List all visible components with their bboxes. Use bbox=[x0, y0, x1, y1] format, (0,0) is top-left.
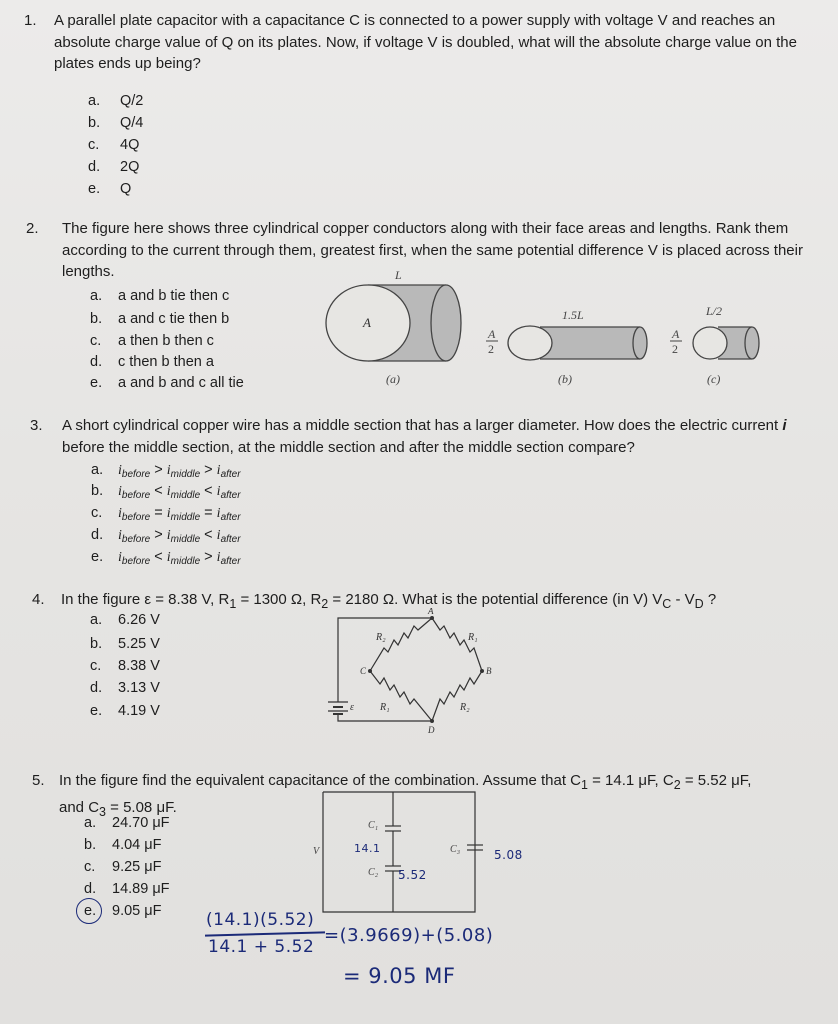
option-text: a and b tie then c bbox=[118, 288, 230, 304]
subscript: 1 bbox=[581, 778, 588, 792]
handwritten-result: = 9.05 MF bbox=[343, 964, 456, 988]
option-letter: c. bbox=[84, 859, 96, 875]
option-letter: b. bbox=[88, 115, 101, 131]
q3-option-c[interactable] bbox=[91, 505, 241, 523]
node-b-label: B bbox=[486, 666, 492, 676]
question-text-part: = 5.08 μF. bbox=[105, 798, 177, 816]
option-letter: a. bbox=[90, 612, 103, 628]
area-c-denominator: 2 bbox=[672, 342, 678, 356]
q5-option-b[interactable] bbox=[84, 837, 161, 853]
r1-bottom-label: R₁ bbox=[380, 702, 390, 713]
option-text: 24.70 μF bbox=[112, 815, 170, 831]
question-text-part: = 2180 Ω. What is the potential difference (in V) V bbox=[328, 591, 663, 608]
current-symbol: i bbox=[782, 417, 787, 434]
subscript: 2 bbox=[673, 778, 681, 792]
subscript: before bbox=[121, 490, 151, 501]
subscript: middle bbox=[170, 469, 201, 480]
option-letter: d. bbox=[84, 881, 97, 897]
question-text-part: A short cylindrical copper wire has a middle section that has a larger diameter. How does the electric current bbox=[62, 417, 783, 434]
option-letter: c. bbox=[90, 333, 102, 349]
area-c-numerator: A bbox=[672, 327, 680, 341]
operator: = bbox=[204, 505, 213, 521]
option-text: 4.19 V bbox=[118, 703, 160, 719]
option-text: 3.13 V bbox=[118, 680, 160, 696]
question-number: 1. bbox=[24, 12, 37, 29]
i-symbol: i bbox=[166, 463, 171, 478]
operator: > bbox=[154, 462, 163, 478]
i-symbol: i bbox=[118, 484, 122, 499]
q1-option-e[interactable] bbox=[88, 181, 131, 197]
question-text-part: ? bbox=[703, 591, 717, 608]
option-letter: a. bbox=[91, 462, 104, 478]
i-symbol: i bbox=[166, 484, 171, 499]
q4-option-b[interactable] bbox=[90, 636, 160, 652]
operator: < bbox=[154, 549, 163, 565]
node-c-label: C bbox=[360, 666, 367, 676]
subscript: before bbox=[121, 512, 151, 523]
option-text: 2Q bbox=[120, 159, 140, 175]
option-text: a then b then c bbox=[118, 333, 214, 349]
q3-option-e[interactable] bbox=[91, 549, 241, 567]
length-a-label: L bbox=[395, 268, 402, 282]
q3-option-a[interactable] bbox=[91, 462, 241, 480]
i-symbol: i bbox=[118, 506, 122, 521]
option-text: a and c tie then b bbox=[118, 311, 230, 327]
option-letter: b. bbox=[84, 837, 97, 853]
q1-option-b[interactable] bbox=[88, 115, 143, 131]
option-text: a and b and c all tie bbox=[118, 375, 244, 391]
q5-option-c[interactable] bbox=[84, 859, 161, 875]
r2-bottom-label: R₂ bbox=[460, 702, 470, 713]
option-text: 9.05 μF bbox=[112, 903, 162, 919]
cylinder-c bbox=[670, 304, 759, 386]
subscript: middle bbox=[170, 556, 201, 567]
subscript: D bbox=[694, 597, 704, 611]
q2-option-e[interactable] bbox=[90, 375, 244, 391]
label-b: (b) bbox=[558, 372, 572, 386]
q4-option-a[interactable] bbox=[90, 612, 160, 628]
operator: > bbox=[204, 462, 213, 478]
option-letter: d. bbox=[88, 159, 101, 175]
q4-option-e[interactable] bbox=[90, 703, 160, 719]
option-letter: a. bbox=[84, 815, 97, 831]
subscript: 2 bbox=[321, 597, 329, 611]
option-text: Q/2 bbox=[120, 93, 144, 109]
option-text: 14.89 μF bbox=[112, 881, 170, 897]
question-text-part: = 1300 Ω, R bbox=[236, 591, 322, 608]
q5-option-d[interactable] bbox=[84, 881, 170, 897]
option-letter: d. bbox=[91, 527, 104, 543]
question-number: 4. bbox=[32, 591, 45, 608]
subscript: before bbox=[121, 556, 151, 567]
q2-option-c[interactable] bbox=[90, 333, 214, 349]
selected-answer-circle bbox=[76, 898, 102, 924]
option-text: Q bbox=[120, 181, 132, 197]
option-letter: b. bbox=[91, 483, 104, 499]
operator: = bbox=[154, 505, 163, 521]
subscript: middle bbox=[170, 490, 201, 501]
subscript: before bbox=[121, 534, 151, 545]
i-symbol: i bbox=[118, 550, 122, 565]
subscript: middle bbox=[170, 534, 201, 545]
c3-label: C₃ bbox=[450, 844, 461, 855]
operator: > bbox=[154, 527, 163, 543]
i-symbol: i bbox=[118, 463, 122, 478]
handwritten-c1-value: 14.1 bbox=[354, 842, 381, 855]
q2-option-d[interactable] bbox=[90, 354, 214, 370]
i-symbol: i bbox=[216, 484, 221, 499]
option-text: 9.25 μF bbox=[112, 859, 162, 875]
label-a: (a) bbox=[386, 372, 400, 386]
q5-option-a[interactable] bbox=[84, 815, 170, 831]
option-text: 4.04 μF bbox=[112, 837, 162, 853]
i-symbol: i bbox=[118, 528, 122, 543]
area-b-numerator: A bbox=[488, 327, 496, 341]
question-text-part: = 5.52 μF, bbox=[680, 772, 752, 789]
q2-option-b[interactable] bbox=[90, 311, 229, 327]
option-letter: c. bbox=[88, 137, 100, 153]
i-symbol: i bbox=[166, 528, 171, 543]
operator: < bbox=[154, 483, 163, 499]
question-text-part: = 14.1 μF, C bbox=[587, 772, 674, 789]
option-letter: c. bbox=[91, 505, 103, 521]
q4-option-d[interactable] bbox=[90, 680, 160, 696]
option-letter: e. bbox=[91, 549, 104, 565]
option-letter: b. bbox=[90, 311, 103, 327]
subscript: C bbox=[662, 597, 672, 611]
c2-label: C₂ bbox=[368, 867, 379, 878]
option-text: 8.38 V bbox=[118, 658, 160, 674]
cylinder-a bbox=[326, 268, 461, 386]
r1-top-label: R₁ bbox=[468, 632, 478, 643]
handwritten-c2-value: 5.52 bbox=[398, 868, 427, 882]
option-letter: b. bbox=[90, 636, 103, 652]
v-label: V bbox=[313, 846, 320, 857]
operator: < bbox=[204, 527, 213, 543]
operator: > bbox=[204, 549, 213, 565]
option-letter: c. bbox=[90, 658, 102, 674]
option-letter: d. bbox=[90, 354, 103, 370]
area-a-label: A bbox=[363, 315, 371, 330]
cylinders-figure bbox=[320, 265, 780, 395]
i-symbol: i bbox=[216, 528, 221, 543]
option-letter: e. bbox=[88, 181, 101, 197]
subscript: after bbox=[220, 469, 241, 480]
subscript: 3 bbox=[99, 804, 106, 819]
handwritten-fraction-bar bbox=[205, 931, 325, 936]
subscript: 1 bbox=[229, 597, 237, 611]
option-letter: a. bbox=[90, 288, 103, 304]
subscript: before bbox=[121, 469, 151, 480]
question-text: The figure here shows three cylindrical copper conductors along with their face areas and lengths. Rank them according to the current through them, greatest first, when the same potential difference V is placed across their lengths. bbox=[62, 220, 803, 280]
cylinder-b bbox=[486, 308, 647, 386]
question-text: A parallel plate capacitor with a capacitance C is connected to a power supply with voltage V and reaches an absolute charge value of Q on its plates. Now, if voltage V is doubled, what will the absolute charge value on the plates ends up being? bbox=[54, 12, 797, 72]
q2-option-a[interactable] bbox=[90, 288, 229, 304]
subscript: after bbox=[220, 490, 241, 501]
question-text-part: - V bbox=[671, 591, 695, 608]
option-letter: e. bbox=[90, 703, 103, 719]
r2-top-label: R₂ bbox=[376, 632, 386, 643]
option-text: 4Q bbox=[120, 137, 140, 153]
i-symbol: i bbox=[166, 550, 171, 565]
operator: < bbox=[204, 483, 213, 499]
i-symbol: i bbox=[166, 506, 171, 521]
area-b-denominator: 2 bbox=[488, 342, 494, 356]
q1-option-d[interactable] bbox=[88, 159, 139, 175]
question-number: 5. bbox=[32, 772, 45, 789]
option-letter: e. bbox=[84, 903, 97, 919]
handwritten-c3-value: 5.08 bbox=[494, 848, 523, 862]
handwritten-equation: =(3.9669)+(5.08) bbox=[324, 925, 494, 946]
option-text: c then b then a bbox=[118, 354, 214, 370]
option-letter: e. bbox=[90, 375, 103, 391]
subscript: after bbox=[220, 534, 241, 545]
question-number: 2. bbox=[26, 220, 39, 237]
handwritten-fraction-denominator: 14.1 + 5.52 bbox=[208, 937, 315, 957]
i-symbol: i bbox=[216, 463, 221, 478]
c1-label: C₁ bbox=[368, 820, 379, 831]
question-text-part: In the figure ε = 8.38 V, R bbox=[61, 591, 230, 608]
handwritten-fraction-numerator: (14.1)(5.52) bbox=[206, 910, 315, 930]
q1-option-a[interactable] bbox=[88, 93, 143, 109]
question-text-part: before the middle section, at the middle section and after the middle section compare? bbox=[62, 438, 635, 456]
q1-option-c[interactable] bbox=[88, 137, 139, 153]
question-text bbox=[62, 415, 822, 458]
node-a-label: A bbox=[428, 608, 434, 616]
i-symbol: i bbox=[216, 506, 221, 521]
option-text: 6.26 V bbox=[118, 612, 160, 628]
length-c-label: L/2 bbox=[706, 304, 723, 318]
label-c: (c) bbox=[707, 372, 721, 386]
question-text-part: In the figure find the equivalent capacitance of the combination. Assume that C bbox=[59, 772, 581, 789]
subscript: middle bbox=[170, 512, 201, 523]
q4-option-c[interactable] bbox=[90, 658, 160, 674]
emf-label: ε bbox=[350, 702, 354, 713]
option-text: 5.25 V bbox=[118, 636, 160, 652]
option-letter: a. bbox=[88, 93, 101, 109]
q3-option-d[interactable] bbox=[91, 527, 241, 545]
subscript: after bbox=[220, 556, 241, 567]
question-number: 3. bbox=[30, 417, 43, 434]
length-b-label: 1.5L bbox=[562, 308, 584, 322]
node-d-label: D bbox=[428, 725, 435, 735]
i-symbol: i bbox=[216, 550, 221, 565]
bridge-circuit-figure bbox=[320, 608, 500, 738]
q3-option-b[interactable] bbox=[91, 483, 241, 501]
option-text: Q/4 bbox=[120, 115, 144, 131]
option-letter: d. bbox=[90, 680, 103, 696]
subscript: after bbox=[220, 512, 241, 523]
question-text-part: and C bbox=[59, 798, 100, 816]
